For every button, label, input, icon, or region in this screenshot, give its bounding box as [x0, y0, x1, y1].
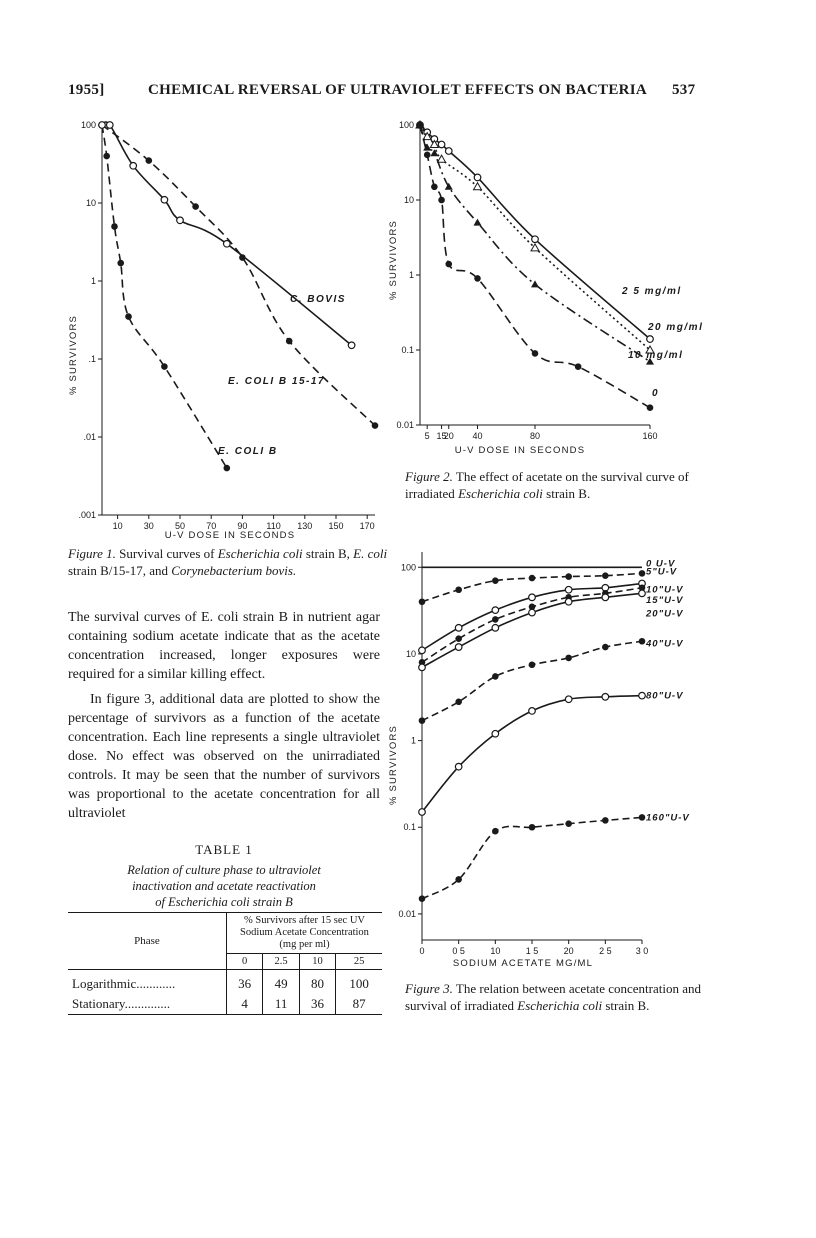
figure-3-x-tick-label: 10: [490, 946, 501, 956]
figure-3-x-tick-label: 0 5: [452, 946, 465, 956]
figure-3-caption-text-b: strain B.: [602, 998, 650, 1013]
figure-1-x-tick-label: 170: [359, 521, 375, 531]
figure-3-data-point: [455, 699, 462, 706]
figure-2-data-point: [532, 236, 539, 243]
figure-3-y-tick-label: 0.1: [403, 822, 416, 833]
figure-3-data-point: [455, 586, 462, 593]
figure-3-x-tick-label: 2 5: [599, 946, 612, 956]
figure-1-data-point: [348, 342, 355, 349]
table-1-conc-0: 0: [227, 954, 263, 970]
figure-1-x-tick-label: 90: [237, 521, 248, 531]
figure-3-data-point: [492, 616, 499, 623]
figure-3-data-point: [492, 730, 499, 737]
figure-1-data-point: [224, 240, 231, 247]
figure-2-caption-text-b: strain B.: [542, 486, 591, 501]
figure-1-data-point: [224, 465, 231, 472]
figure-3-data-point: [602, 594, 609, 601]
figure-1-label-c-bovis: C. BOVIS: [290, 294, 346, 305]
table-1-grid: [68, 912, 382, 1015]
figure-1-caption-text-c: strain B/15-17, and: [68, 563, 172, 578]
figure-1-y-tick-label: 100: [80, 120, 96, 130]
table-1-title: TABLE 1: [195, 842, 253, 857]
figure-3-data-point: [565, 696, 572, 703]
figure-3-series-label: 0 U-V: [646, 558, 676, 570]
figure-3-x-tick-label: 3 0: [635, 946, 649, 956]
figure-1-x-tick-label: 130: [297, 521, 313, 531]
figure-3-data-point: [419, 664, 426, 671]
figure-3-y-tick-label: 1: [410, 735, 416, 746]
figure-2-x-tick-label: 160: [642, 431, 658, 441]
figure-3-series-label: 5"U-V: [646, 566, 678, 578]
figure-2-data-point: [474, 183, 482, 190]
table-1-row-0-v2: 80: [299, 970, 335, 995]
figure-2-data-point: [445, 183, 453, 190]
figure-1-data-point: [161, 196, 168, 203]
figure-3-data-point: [639, 638, 646, 645]
figure-2-data-point: [474, 174, 481, 181]
figure-2-y-tick-label: 0.1: [401, 345, 414, 355]
figure-3-series-label: 160"U-V: [646, 812, 690, 824]
figure-2-y-tick-label: 0.01: [396, 420, 414, 430]
figure-3-y-tick-label: 0.01: [398, 908, 416, 919]
figure-2-x-axis-label: U-V DOSE IN SECONDS: [454, 445, 586, 456]
figure-2-caption-species: Escherichia coli: [458, 486, 543, 501]
table-1-header-group-line-2: Sodium Acetate Concentration: [240, 927, 369, 938]
figure-2-label-10: 10 mg/ml: [628, 350, 684, 361]
figure-2-axes: [396, 120, 660, 441]
table-row: [68, 970, 382, 995]
figure-3-series-label: 10"U-V: [646, 584, 684, 596]
running-header-title: CHEMICAL REVERSAL OF ULTRAVIOLET EFFECTS ON BACTERIA: [148, 82, 648, 98]
figure-3-data-point: [455, 635, 462, 642]
figure-3-caption-text-a: The relation between acetate concentration and survival of irradiated: [405, 981, 701, 1013]
figure-1-x-tick-label: 150: [328, 521, 344, 531]
figure-3-series-labels: [645, 558, 690, 823]
figure-2-y-tick-label: 1: [408, 270, 414, 280]
table-1-conc-1: 2.5: [263, 954, 300, 970]
figure-3-data-point: [639, 814, 646, 821]
figure-1-data-point: [111, 223, 118, 230]
table-1-header-group-line-1: % Survivors after 15 sec UV: [243, 915, 365, 926]
figure-1-caption-species-b: E. coli: [353, 546, 388, 561]
figure-3-caption: [405, 980, 705, 1014]
figure-2-series: [416, 121, 654, 411]
figure-3-data-point: [455, 625, 462, 632]
figure-1-series-line: [102, 122, 352, 345]
figure-1-data-point: [146, 157, 153, 164]
figure-3-data-point: [529, 661, 536, 668]
figure-2-data-point: [532, 350, 539, 357]
figure-1-x-tick-label: 30: [143, 521, 154, 531]
figure-3-x-tick-label: 0: [419, 946, 425, 956]
figure-2-label-0: 0: [652, 388, 660, 399]
figure-3-data-point: [639, 590, 646, 597]
figure-1-data-point: [125, 313, 132, 320]
figure-3-data-point: [492, 577, 499, 584]
figure-1-data-point: [177, 217, 184, 224]
figure-2-data-point: [424, 152, 431, 159]
figure-2-caption-prefix: Figure 2.: [405, 469, 453, 484]
table-1-subtitle: [68, 862, 380, 910]
figure-1-x-tick-label: 110: [266, 521, 281, 531]
figure-1-y-tick-label: 1: [90, 276, 96, 286]
figure-3-caption-prefix: Figure 3.: [405, 981, 453, 996]
figure-3-axes: [398, 552, 648, 956]
table-1-header-group-line-3: (mg per ml): [279, 939, 330, 950]
table-1-row-1-v0: 4: [227, 994, 263, 1015]
figure-1-y-tick-label: .001: [78, 510, 96, 520]
figure-2-data-point: [438, 141, 445, 148]
figure-1-data-point: [103, 153, 110, 160]
figure-3-data-point: [492, 673, 499, 680]
figure-2-y-axis-label: % SURVIVORS: [388, 219, 399, 301]
figure-3-data-point: [419, 647, 426, 654]
figure-3-data-point: [602, 644, 609, 651]
table-1-subtitle-line-3: of Escherichia coli strain B: [155, 895, 293, 909]
table-1-subtitle-line-2: inactivation and acetate reactivation: [132, 879, 316, 893]
figure-3-data-point: [455, 644, 462, 651]
figure-2-data-point: [647, 404, 654, 411]
figure-3-data-point: [529, 708, 536, 715]
figure-2-caption-text-a: The effect of acetate on the survival curve of irradiated: [405, 469, 689, 501]
figure-2-data-point: [647, 336, 654, 343]
figure-3-x-tick-label: 1 5: [525, 946, 539, 956]
figure-1-label-e-coli-b1517: E. COLI B 15-17: [228, 376, 325, 387]
figure-1-data-point: [192, 203, 199, 210]
figure-2-data-point: [474, 275, 481, 282]
figure-1-y-axis-label: % SURVIVORS: [68, 314, 79, 396]
figure-1-data-point: [372, 422, 379, 429]
figure-3-data-point: [492, 625, 499, 632]
figure-3-data-point: [565, 573, 572, 580]
table-1-header-phase: Phase: [68, 913, 227, 970]
table-1-row-0-phase: Logarithmic............: [68, 970, 227, 995]
figure-2-x-tick-label: 5: [424, 431, 430, 441]
figure-2-data-point: [417, 122, 424, 129]
figure-1-caption-prefix: Figure 1.: [68, 546, 116, 561]
figure-3-data-point: [455, 763, 462, 770]
table-1-row-0-v1: 49: [263, 970, 300, 995]
figure-3-data-point: [529, 824, 536, 831]
figure-2-data-point: [474, 219, 482, 226]
body-paragraph-2: In figure 3, additional data are plotted to show the percentage of survivors as a function of the acetate concentration. Each line represents a single ultraviolet dose. No effect was observed on the unirradiated controls. It may be seen that the number of survivors was proportional to the acetate concentration for all ultraviolet: [68, 692, 380, 821]
table-1-header-group: [227, 913, 383, 954]
table-1-row-1-phase: Stationary..............: [68, 994, 227, 1015]
figure-2-data-point: [531, 280, 539, 287]
figure-1-data-point: [286, 338, 293, 345]
table-row: [68, 994, 382, 1015]
figure-1-caption: [68, 545, 388, 579]
figure-2-data-point: [445, 148, 452, 155]
figure-3-data-point: [492, 828, 499, 835]
figure-3-chart: [380, 540, 720, 975]
table-1-subtitle-line-1: Relation of culture phase to ultraviolet: [127, 863, 321, 877]
figure-1-y-tick-label: .1: [88, 354, 96, 364]
running-header-year: 1955]: [68, 82, 105, 98]
figure-2-label-25: 2 5 mg/ml: [622, 286, 682, 297]
figure-1-caption-species-a: Escherichia coli: [217, 546, 303, 561]
figure-3-data-point: [565, 655, 572, 662]
figure-3-data-point: [492, 607, 499, 614]
body-paragraph-1: The survival curves of E. coli strain B in nutrient agar containing sodium acetate indicate that as the acetate concentration increased, longer exposures were required for a similar killing effect.: [68, 610, 380, 682]
figure-1-chart: [60, 110, 390, 550]
table-1-row-0-v0: 36: [227, 970, 263, 995]
figure-3-data-point: [529, 594, 536, 601]
figure-3-caption-species: Escherichia coli: [517, 998, 603, 1013]
figure-2-chart: [380, 110, 720, 460]
figure-1-x-tick-label: 50: [174, 521, 186, 531]
figure-2-data-point: [575, 363, 582, 370]
figure-2-caption: [405, 468, 705, 502]
figure-3-series-label: 80"U-V: [646, 690, 684, 702]
figure-3-x-tick-label: 20: [563, 946, 574, 956]
figure-3-data-point: [565, 598, 572, 605]
figure-2-y-tick-label: 10: [403, 195, 414, 205]
figure-2-data-point: [438, 197, 445, 204]
figure-1-x-tick-label: 10: [112, 521, 123, 531]
figure-1-caption-species-c: Corynebacterium bovis.: [171, 563, 297, 578]
figure-2-y-tick-label: 100: [398, 120, 414, 130]
figure-2-series-line: [420, 125, 650, 408]
page-number: 537: [672, 82, 696, 98]
figure-3-data-point: [529, 609, 536, 616]
figure-3-data-point: [602, 572, 609, 579]
figure-3-data-point: [455, 876, 462, 883]
table-1-row-1-v3: 87: [352, 996, 366, 1011]
figure-1-x-tick-label: 70: [206, 521, 217, 531]
figure-3-data-point: [602, 694, 609, 701]
table-1: [68, 912, 382, 1015]
figure-3-series-label: 20"U-V: [646, 608, 684, 620]
table-1-row-1-v2: 36: [299, 994, 335, 1015]
figure-2-series-line: [420, 125, 650, 339]
figure-3-data-point: [419, 717, 426, 724]
figure-3-y-axis-label: % SURVIVORS: [388, 724, 399, 806]
figure-1-label-e-coli-b: E. COLI B: [218, 446, 278, 457]
figure-3-x-axis-label: SODIUM ACETATE MG/ML: [452, 958, 594, 969]
figure-2-label-20: 20 mg/ml: [648, 322, 704, 333]
figure-3-series-label: 15"U-V: [646, 594, 684, 606]
figure-3-y-tick-label: 100: [400, 562, 416, 573]
figure-1-caption-text-a: Survival curves of: [115, 546, 218, 561]
figure-2-x-tick-label: 20: [443, 431, 454, 441]
table-1-row-0-v3: 100: [349, 976, 369, 991]
figure-1-series-line: [102, 125, 227, 468]
body-text: [68, 608, 380, 829]
figure-3-data-point: [529, 575, 536, 582]
figure-3-series: [419, 567, 646, 902]
figure-3-data-point: [639, 692, 646, 699]
table-1-conc-2: 10: [299, 954, 335, 970]
table-1-row-1-v1: 11: [263, 994, 300, 1015]
figure-2-x-tick-label: 15: [436, 431, 447, 441]
figure-1-data-point: [161, 363, 168, 370]
figure-3-data-point: [565, 586, 572, 593]
figure-2-data-point: [431, 183, 438, 190]
figure-3-data-point: [419, 809, 426, 816]
figure-3-series-label: 40"U-V: [646, 638, 684, 650]
figure-1-y-tick-label: 10: [85, 198, 96, 208]
figure-3-data-point: [419, 895, 426, 902]
figure-1-x-axis-label: U-V DOSE IN SECONDS: [164, 530, 296, 541]
figure-3-y-tick-label: 10: [405, 648, 416, 659]
figure-3-data-point: [602, 817, 609, 824]
figure-2-x-tick-label: 40: [472, 431, 483, 441]
figure-2-x-tick-label: 80: [529, 431, 541, 441]
figure-1-caption-text-b: strain B,: [302, 546, 354, 561]
figure-1-data-point: [107, 122, 114, 129]
figure-3-data-point: [565, 820, 572, 827]
figure-1-data-point: [130, 162, 137, 169]
figure-1-data-point: [99, 122, 106, 129]
figure-2-data-point: [445, 261, 452, 268]
table-1-conc-3: 25: [336, 954, 382, 970]
figure-3-data-point: [639, 570, 646, 577]
figure-1-y-tick-label: .01: [83, 432, 96, 442]
figure-3-data-point: [419, 598, 426, 605]
figure-1-data-point: [117, 260, 124, 267]
